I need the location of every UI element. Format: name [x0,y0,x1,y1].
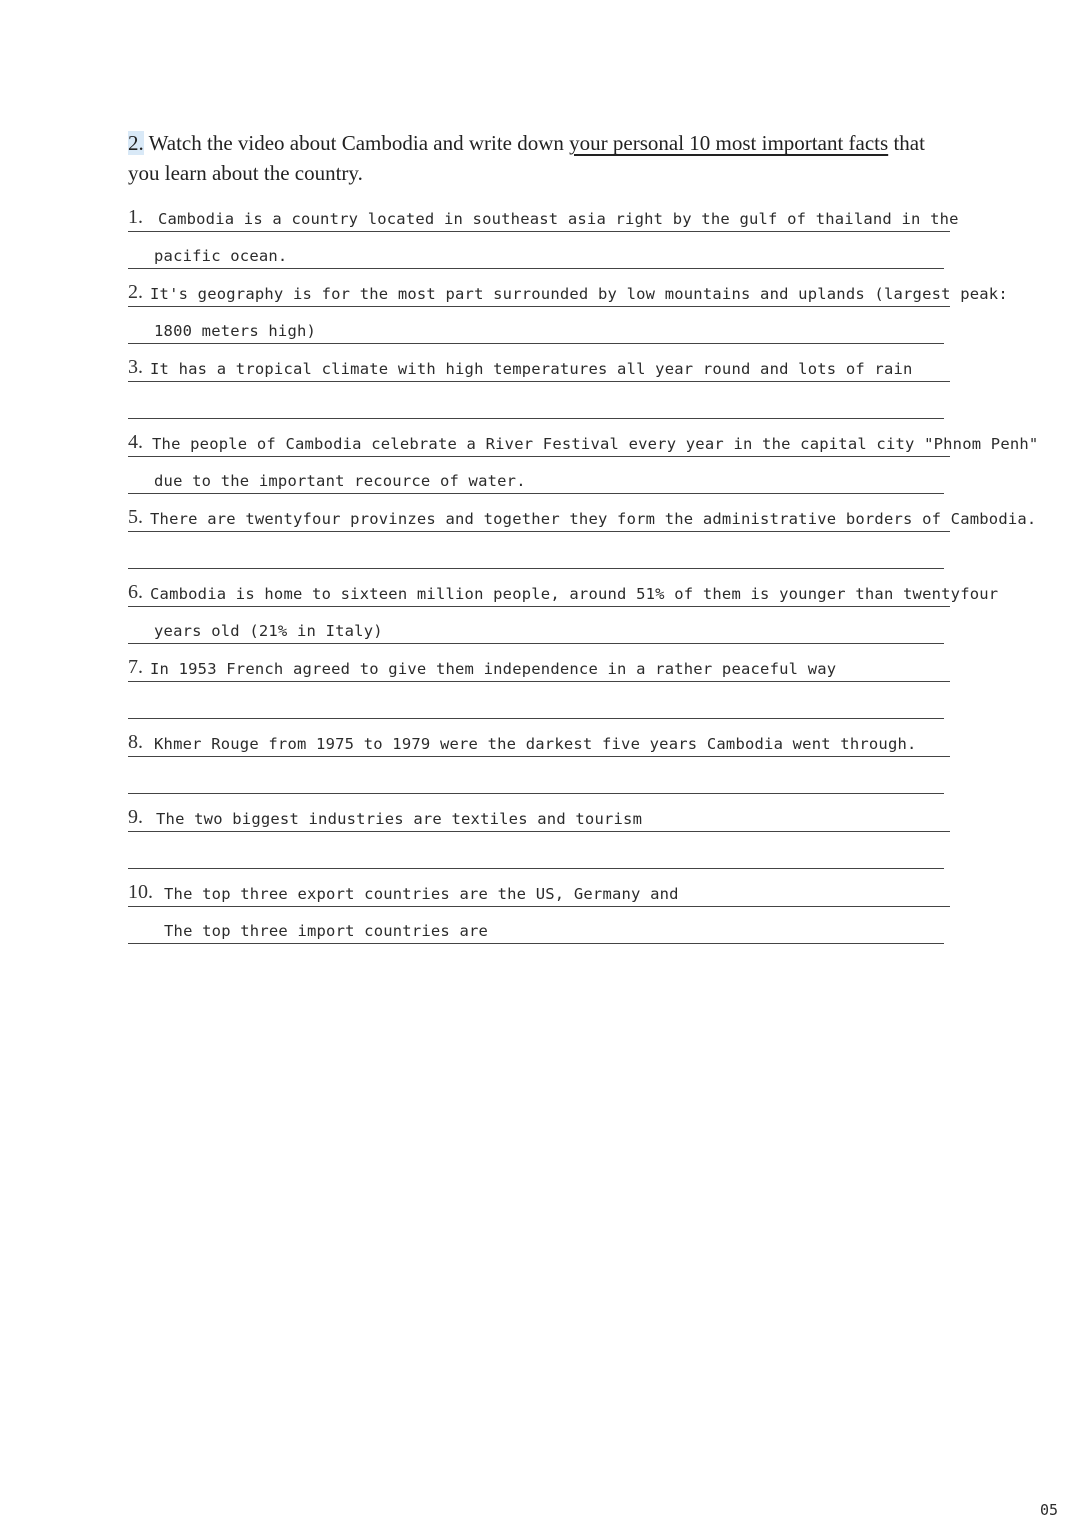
fact-1-line-2 [128,230,944,269]
fact-5-line-1 [128,493,1037,532]
fact-10-line-2 [128,905,944,944]
fact-8-number: 8. [128,731,143,753]
task-underlined-text: your personal 10 most important facts [569,131,889,155]
fact-4-text: The people of Cambodia celebrate a River Festival every year in the capital city "Phnom Penh" [152,435,1039,453]
fact-8-text: Khmer Rouge from 1975 to 1979 were the darkest five years Cambodia went through. [154,735,917,753]
fact-6-line-2 [128,605,944,644]
fact-8-line-2 [128,755,944,794]
page-number: 05 [1039,1501,1058,1519]
fact-1-text: Cambodia is a country located in southeast asia right by the gulf of thailand in the [158,210,959,228]
fact-9-line-2 [128,830,944,869]
fact-7-text: In 1953 French agreed to give them independence in a rather peaceful way [150,660,837,678]
fact-2-text: It's geography is for the most part surrounded by low mountains and uplands (largest peak: [150,285,1008,303]
fact-10-number: 10. [128,881,153,903]
fact-3-text: It has a tropical climate with high temperatures all year round and lots of rain [150,360,913,378]
task-text-after: that you learn about the country. [128,131,925,185]
fact-9-line-1 [128,793,950,832]
task-text-before: Watch the video about Cambodia and write down [143,131,570,155]
fact-1-number: 1. [128,206,143,228]
fact-10-text: The top three export countries are the US, Germany and [164,885,679,903]
fact-1-text-continued: pacific ocean. [154,247,288,265]
fact-8-line-1 [128,718,950,757]
fact-10-text-continued: The top three import countries are [164,922,489,940]
fact-3-number: 3. [128,356,143,378]
fact-10-line-1 [128,868,950,907]
fact-6-text: Cambodia is home to sixteen million people, around 51% of them is younger than twentyfour [150,585,999,603]
fact-7-line-2 [128,680,944,719]
fact-7-number: 7. [128,656,143,678]
fact-2-line-1 [128,268,1008,307]
fact-3-line-2 [128,380,944,419]
fact-2-text-continued: 1800 meters high) [154,322,317,340]
fact-9-number: 9. [128,806,143,828]
fact-4-number: 4. [128,431,143,453]
fact-2-number: 2. [128,281,143,303]
fact-6-number: 6. [128,581,143,603]
fact-4-line-2 [128,455,944,494]
fact-3-line-1 [128,343,950,382]
fact-5-line-2 [128,530,944,569]
fact-6-line-1 [128,568,999,607]
fact-5-number: 5. [128,506,143,528]
fact-2-line-2 [128,305,944,344]
fact-4-line-1 [128,418,1039,457]
fact-1-line-1 [128,193,959,232]
task-number: 2. [128,131,144,155]
fact-7-line-1 [128,643,950,682]
fact-4-text-continued: due to the important recource of water. [154,472,526,490]
fact-9-text: The two biggest industries are textiles and tourism [156,810,643,828]
fact-5-text: There are twentyfour provinzes and together they form the administrative borders of Cambodia. [150,510,1037,528]
fact-6-text-continued: years old (21% in Italy) [154,622,383,640]
